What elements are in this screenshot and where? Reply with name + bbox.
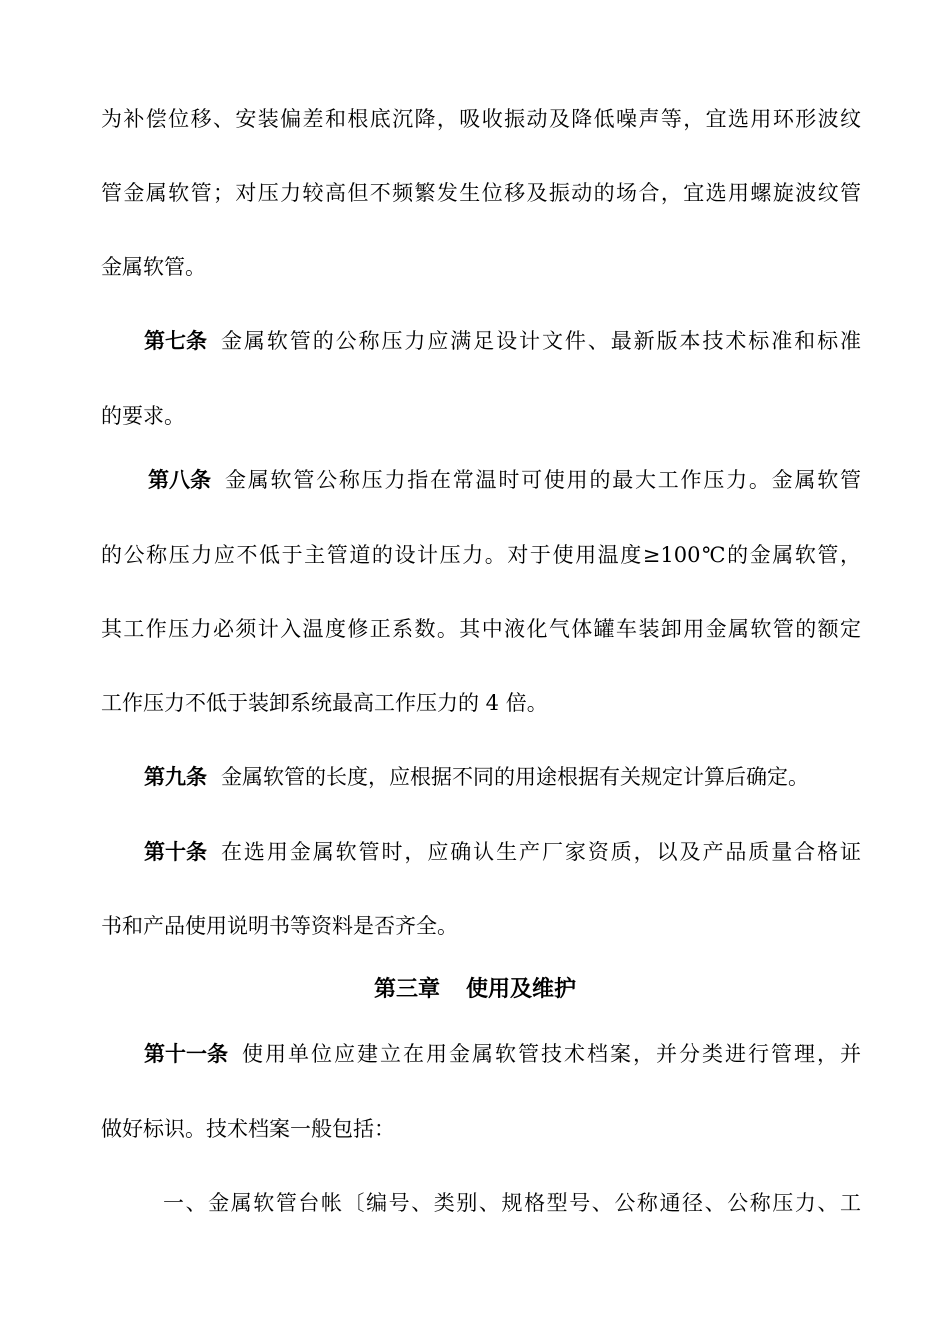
- paragraph-line: 的要求。: [101, 404, 185, 428]
- chapter-number: 第三章: [373, 976, 440, 1002]
- chapter-title: 使用及维护: [466, 976, 577, 1002]
- article-text: 金属软管的长度，应根据不同的用途根据有关规定计算后确定。: [221, 765, 809, 789]
- article-label: 第十条: [144, 839, 207, 864]
- article-10-first-line: [144, 832, 861, 872]
- article-text: 金属软管公称压力指在常温时可使用的最大工作压力。金属软管: [225, 468, 861, 492]
- list-item: 一、金属软管台帐〔编号、类别、规格型号、公称通径、公称压力、工: [163, 1191, 861, 1215]
- article-8-first-line: [148, 460, 861, 500]
- paragraph-line: 书和产品使用说明书等资料是否齐全。: [101, 914, 458, 938]
- article-label: 第八条: [148, 467, 211, 492]
- article-label: 第九条: [144, 764, 207, 789]
- paragraph-line: 其工作压力必须计入温度修正系数。其中液化气体罐车装卸用金属软管的额定: [101, 617, 861, 641]
- article-text: 在选用金属软管时，应确认生产厂家资质，以及产品质量合格证: [221, 840, 861, 864]
- article-label: 第十一条: [144, 1041, 228, 1066]
- article-text: 金属软管的公称压力应满足设计文件、最新版本技术标准和标准: [221, 329, 861, 353]
- paragraph-line: 的公称压力应不低于主管道的设计压力。对于使用温度≥100℃的金属软管，: [101, 543, 861, 567]
- chapter-heading: [0, 969, 950, 1009]
- article-7-first-line: [144, 321, 861, 361]
- paragraph-line: 管金属软管；对压力较高但不频繁发生位移及振动的场合，宜选用螺旋波纹管: [101, 181, 861, 205]
- paragraph-line: 工作压力不低于装卸系统最高工作压力的 4 倍。: [101, 691, 548, 715]
- paragraph-line: 做好标识。技术档案一般包括：: [101, 1117, 395, 1141]
- article-11-first-line: [144, 1034, 861, 1074]
- article-text: 使用单位应建立在用金属软管技术档案，并分类进行管理，并: [242, 1042, 861, 1066]
- article-label: 第七条: [144, 328, 207, 353]
- article-9-line: [144, 757, 861, 797]
- paragraph-line: 为补偿位移、安装偏差和根底沉降，吸收振动及降低噪声等，宜选用环形波纹: [101, 107, 861, 131]
- paragraph-line: 金属软管。: [101, 255, 206, 279]
